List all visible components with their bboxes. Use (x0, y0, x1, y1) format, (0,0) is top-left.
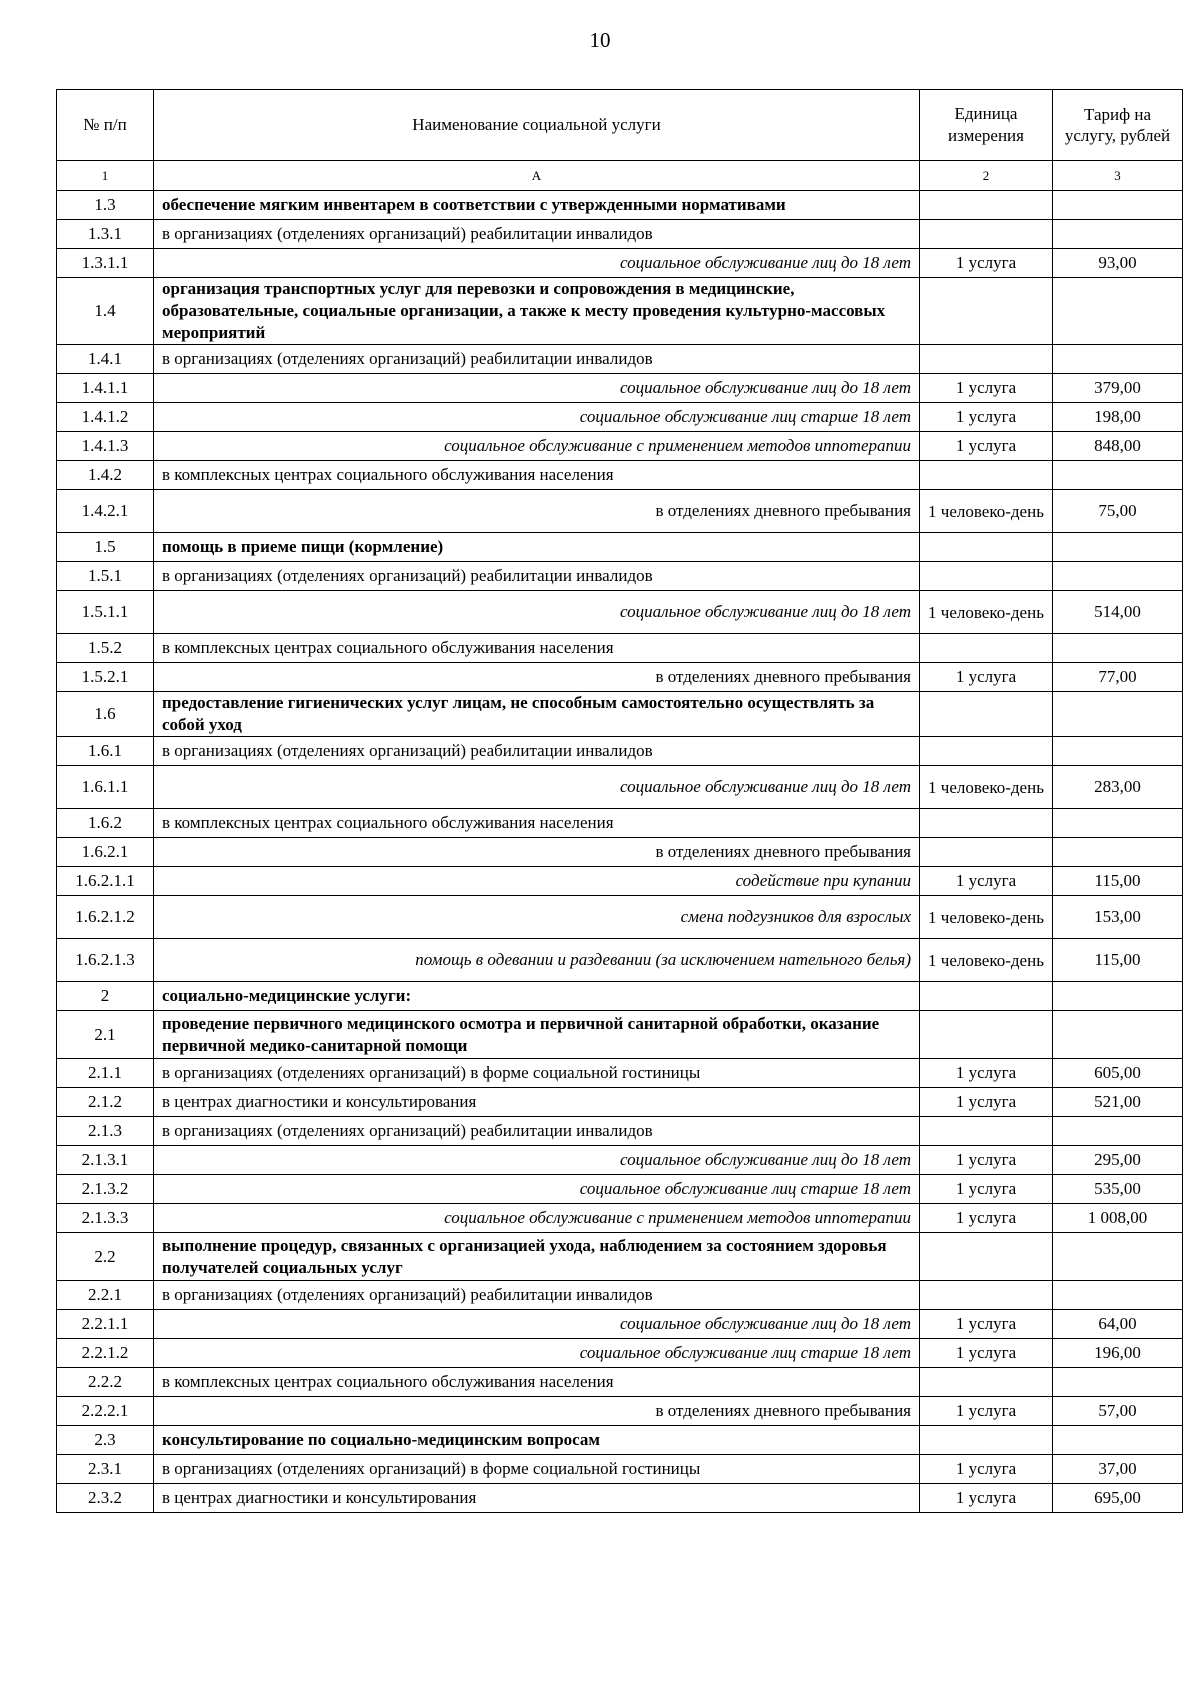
tariff-price (1053, 1426, 1183, 1455)
service-name: организация транспортных услуг для перевозки и сопровождения в медицинские, образовательные, социальные организации, а также к месту проведения культурно-массовых мероприятий (154, 278, 920, 345)
unit-of-measure (920, 737, 1053, 766)
service-name: социально-медицинские услуги: (154, 982, 920, 1011)
unit-of-measure: 1 человеко-день (920, 591, 1053, 634)
service-name: социальное обслуживание с применением методов иппотерапии (154, 1204, 920, 1233)
table-row (57, 191, 1183, 220)
row-number: 2.1.1 (57, 1059, 154, 1088)
service-name: в организациях (отделениях организаций) реабилитации инвалидов (154, 345, 920, 374)
tariff-price (1053, 1368, 1183, 1397)
tariff-price (1053, 838, 1183, 867)
unit-of-measure (920, 1426, 1053, 1455)
table-row (57, 562, 1183, 591)
tariff-price (1053, 1281, 1183, 1310)
tariff-price: 64,00 (1053, 1310, 1183, 1339)
row-number: 1.4.2.1 (57, 490, 154, 533)
row-number: 2.1.3 (57, 1117, 154, 1146)
unit-of-measure (920, 461, 1053, 490)
service-name: в центрах диагностики и консультирования (154, 1484, 920, 1513)
unit-of-measure: 1 человеко-день (920, 766, 1053, 809)
unit-of-measure: 1 услуга (920, 1146, 1053, 1175)
tariff-price: 848,00 (1053, 432, 1183, 461)
table-body (57, 191, 1183, 1513)
unit-of-measure: 1 человеко-день (920, 490, 1053, 533)
tariff-price: 115,00 (1053, 939, 1183, 982)
table-row (57, 533, 1183, 562)
unit-of-measure: 1 услуга (920, 867, 1053, 896)
row-number: 1.6.1 (57, 737, 154, 766)
tariff-price (1053, 1233, 1183, 1281)
tariff-price: 521,00 (1053, 1088, 1183, 1117)
tariff-price: 295,00 (1053, 1146, 1183, 1175)
service-name: социальное обслуживание лиц до 18 лет (154, 1310, 920, 1339)
service-name: социальное обслуживание лиц старше 18 лет (154, 1175, 920, 1204)
tariff-price: 75,00 (1053, 490, 1183, 533)
tariff-price (1053, 809, 1183, 838)
row-number: 2.2.2.1 (57, 1397, 154, 1426)
unit-of-measure: 1 услуга (920, 403, 1053, 432)
table-row (57, 1011, 1183, 1059)
header-name: Наименование социальной услуги (154, 90, 920, 161)
service-name: в комплексных центрах социального обслуживания населения (154, 634, 920, 663)
service-name: в отделениях дневного пребывания (154, 1397, 920, 1426)
row-number: 1.4.1.3 (57, 432, 154, 461)
row-number: 1.6.2.1.3 (57, 939, 154, 982)
tariff-price (1053, 345, 1183, 374)
tariff-price: 605,00 (1053, 1059, 1183, 1088)
service-name: предоставление гигиенических услуг лицам, не способным самостоятельно осуществлять за собой уход (154, 692, 920, 737)
row-number: 2.1.2 (57, 1088, 154, 1117)
unit-of-measure: 1 услуга (920, 1204, 1053, 1233)
column-number-row (57, 161, 1183, 191)
row-number: 2.3.1 (57, 1455, 154, 1484)
tariff-price: 379,00 (1053, 374, 1183, 403)
service-name: в отделениях дневного пребывания (154, 663, 920, 692)
row-number: 1.3 (57, 191, 154, 220)
tariff-price: 514,00 (1053, 591, 1183, 634)
row-number: 2.1.3.2 (57, 1175, 154, 1204)
service-name: в комплексных центрах социального обслуживания населения (154, 461, 920, 490)
table-row (57, 374, 1183, 403)
tariff-price: 115,00 (1053, 867, 1183, 896)
row-number: 1.4.1.1 (57, 374, 154, 403)
unit-of-measure (920, 982, 1053, 1011)
table-row (57, 1310, 1183, 1339)
unit-of-measure (920, 191, 1053, 220)
tariff-price (1053, 634, 1183, 663)
row-number: 1.3.1.1 (57, 249, 154, 278)
row-number: 2.2.2 (57, 1368, 154, 1397)
tariff-price (1053, 1011, 1183, 1059)
tariff-price (1053, 278, 1183, 345)
service-name: в центрах диагностики и консультирования (154, 1088, 920, 1117)
unit-of-measure: 1 услуга (920, 1175, 1053, 1204)
unit-of-measure: 1 услуга (920, 1310, 1053, 1339)
unit-of-measure (920, 562, 1053, 591)
service-name: содействие при купании (154, 867, 920, 896)
table-row (57, 982, 1183, 1011)
colnum-name: А (154, 161, 920, 191)
unit-of-measure (920, 692, 1053, 737)
colnum-rate: 3 (1053, 161, 1183, 191)
table-row (57, 1368, 1183, 1397)
table-row (57, 1281, 1183, 1310)
unit-of-measure (920, 1011, 1053, 1059)
header-num: № п/п (57, 90, 154, 161)
service-name: смена подгузников для взрослых (154, 896, 920, 939)
row-number: 2.3.2 (57, 1484, 154, 1513)
tariff-price (1053, 982, 1183, 1011)
tariff-price (1053, 1117, 1183, 1146)
tariff-price (1053, 562, 1183, 591)
row-number: 1.6 (57, 692, 154, 737)
service-name: социальное обслуживание лиц старше 18 лет (154, 403, 920, 432)
unit-of-measure: 1 услуга (920, 1059, 1053, 1088)
row-number: 1.6.1.1 (57, 766, 154, 809)
table-row (57, 591, 1183, 634)
service-name: помощь в приеме пищи (кормление) (154, 533, 920, 562)
tariff-price: 77,00 (1053, 663, 1183, 692)
row-number: 1.3.1 (57, 220, 154, 249)
row-number: 1.4.2 (57, 461, 154, 490)
table-row (57, 896, 1183, 939)
unit-of-measure: 1 услуга (920, 663, 1053, 692)
table-row (57, 838, 1183, 867)
unit-of-measure (920, 1368, 1053, 1397)
table-row (57, 867, 1183, 896)
unit-of-measure (920, 533, 1053, 562)
service-name: в организациях (отделениях организаций) реабилитации инвалидов (154, 220, 920, 249)
service-name: социальное обслуживание лиц до 18 лет (154, 374, 920, 403)
unit-of-measure: 1 услуга (920, 1088, 1053, 1117)
service-name: социальное обслуживание лиц до 18 лет (154, 591, 920, 634)
service-name: в организациях (отделениях организаций) реабилитации инвалидов (154, 562, 920, 591)
table-row (57, 345, 1183, 374)
unit-of-measure (920, 809, 1053, 838)
unit-of-measure: 1 услуга (920, 1397, 1053, 1426)
service-name: обеспечение мягким инвентарем в соответствии с утвержденными нормативами (154, 191, 920, 220)
unit-of-measure: 1 услуга (920, 432, 1053, 461)
tariff-price: 57,00 (1053, 1397, 1183, 1426)
table-row (57, 278, 1183, 345)
service-name: консультирование по социально-медицинским вопросам (154, 1426, 920, 1455)
table-row (57, 692, 1183, 737)
unit-of-measure (920, 345, 1053, 374)
tariff-price: 695,00 (1053, 1484, 1183, 1513)
colnum-unit: 2 (920, 161, 1053, 191)
service-name: помощь в одевании и раздевании (за исключением нательного белья) (154, 939, 920, 982)
unit-of-measure (920, 838, 1053, 867)
table-row (57, 1117, 1183, 1146)
service-name: в комплексных центрах социального обслуживания населения (154, 809, 920, 838)
unit-of-measure: 1 человеко-день (920, 939, 1053, 982)
tariff-price: 283,00 (1053, 766, 1183, 809)
header-rate: Тариф на услугу, рублей (1053, 90, 1183, 161)
table-row (57, 1484, 1183, 1513)
unit-of-measure (920, 1117, 1053, 1146)
tariff-price (1053, 220, 1183, 249)
table-row (57, 220, 1183, 249)
service-name: в организациях (отделениях организаций) реабилитации инвалидов (154, 737, 920, 766)
service-name: социальное обслуживание с применением методов иппотерапии (154, 432, 920, 461)
tariff-price (1053, 191, 1183, 220)
service-name: социальное обслуживание лиц до 18 лет (154, 249, 920, 278)
table-row (57, 461, 1183, 490)
unit-of-measure (920, 634, 1053, 663)
tariff-price: 196,00 (1053, 1339, 1183, 1368)
tariff-price (1053, 737, 1183, 766)
table-row (57, 1204, 1183, 1233)
row-number: 1.5.2 (57, 634, 154, 663)
service-name: в отделениях дневного пребывания (154, 838, 920, 867)
header-unit: Единица измерения (920, 90, 1053, 161)
row-number: 2.2.1.1 (57, 1310, 154, 1339)
row-number: 2.2.1.2 (57, 1339, 154, 1368)
table-row (57, 1088, 1183, 1117)
unit-of-measure (920, 220, 1053, 249)
tariff-table (56, 89, 1183, 1513)
row-number: 1.5.2.1 (57, 663, 154, 692)
unit-of-measure: 1 услуга (920, 1339, 1053, 1368)
row-number: 1.6.2 (57, 809, 154, 838)
tariff-price: 37,00 (1053, 1455, 1183, 1484)
unit-of-measure (920, 278, 1053, 345)
table-row (57, 432, 1183, 461)
row-number: 2.1 (57, 1011, 154, 1059)
unit-of-measure: 1 услуга (920, 1455, 1053, 1484)
table-row (57, 737, 1183, 766)
tariff-price: 1 008,00 (1053, 1204, 1183, 1233)
row-number: 1.4.1.2 (57, 403, 154, 432)
tariff-price (1053, 692, 1183, 737)
unit-of-measure (920, 1233, 1053, 1281)
table-row (57, 766, 1183, 809)
table-row (57, 1175, 1183, 1204)
service-name: проведение первичного медицинского осмотра и первичной санитарной обработки, оказание первичной медико-санитарной помощи (154, 1011, 920, 1059)
row-number: 2.3 (57, 1426, 154, 1455)
service-name: социальное обслуживание лиц до 18 лет (154, 1146, 920, 1175)
row-number: 2.1.3.3 (57, 1204, 154, 1233)
row-number: 1.4.1 (57, 345, 154, 374)
table-row (57, 1397, 1183, 1426)
service-name: в комплексных центрах социального обслуживания населения (154, 1368, 920, 1397)
table-row (57, 1426, 1183, 1455)
tariff-price: 198,00 (1053, 403, 1183, 432)
row-number: 1.5.1.1 (57, 591, 154, 634)
row-number: 1.6.2.1 (57, 838, 154, 867)
table-header-row (57, 90, 1183, 161)
colnum-num: 1 (57, 161, 154, 191)
table-row (57, 1146, 1183, 1175)
row-number: 1.6.2.1.2 (57, 896, 154, 939)
unit-of-measure: 1 услуга (920, 249, 1053, 278)
row-number: 2.2.1 (57, 1281, 154, 1310)
table-row (57, 1339, 1183, 1368)
table-row (57, 1233, 1183, 1281)
table-row (57, 809, 1183, 838)
row-number: 2 (57, 982, 154, 1011)
row-number: 2.2 (57, 1233, 154, 1281)
table-row (57, 939, 1183, 982)
table-row (57, 403, 1183, 432)
row-number: 1.5.1 (57, 562, 154, 591)
row-number: 2.1.3.1 (57, 1146, 154, 1175)
service-name: в организациях (отделениях организаций) в форме социальной гостиницы (154, 1059, 920, 1088)
tariff-price: 93,00 (1053, 249, 1183, 278)
service-name: в организациях (отделениях организаций) реабилитации инвалидов (154, 1281, 920, 1310)
unit-of-measure: 1 услуга (920, 1484, 1053, 1513)
unit-of-measure: 1 человеко-день (920, 896, 1053, 939)
unit-of-measure (920, 1281, 1053, 1310)
table-row (57, 1455, 1183, 1484)
service-name: социальное обслуживание лиц старше 18 лет (154, 1339, 920, 1368)
service-name: в организациях (отделениях организаций) реабилитации инвалидов (154, 1117, 920, 1146)
table-row (57, 663, 1183, 692)
table-row (57, 249, 1183, 278)
tariff-price (1053, 461, 1183, 490)
row-number: 1.5 (57, 533, 154, 562)
table-row (57, 490, 1183, 533)
page-number: 10 (589, 28, 611, 52)
row-number: 1.4 (57, 278, 154, 345)
service-name: в отделениях дневного пребывания (154, 490, 920, 533)
tariff-price (1053, 533, 1183, 562)
service-name: выполнение процедур, связанных с организацией ухода, наблюдением за состоянием здоровья получателей социальных услуг (154, 1233, 920, 1281)
table-row (57, 634, 1183, 663)
tariff-price: 535,00 (1053, 1175, 1183, 1204)
row-number: 1.6.2.1.1 (57, 867, 154, 896)
service-name: в организациях (отделениях организаций) в форме социальной гостиницы (154, 1455, 920, 1484)
unit-of-measure: 1 услуга (920, 374, 1053, 403)
tariff-price: 153,00 (1053, 896, 1183, 939)
service-name: социальное обслуживание лиц до 18 лет (154, 766, 920, 809)
table-row (57, 1059, 1183, 1088)
